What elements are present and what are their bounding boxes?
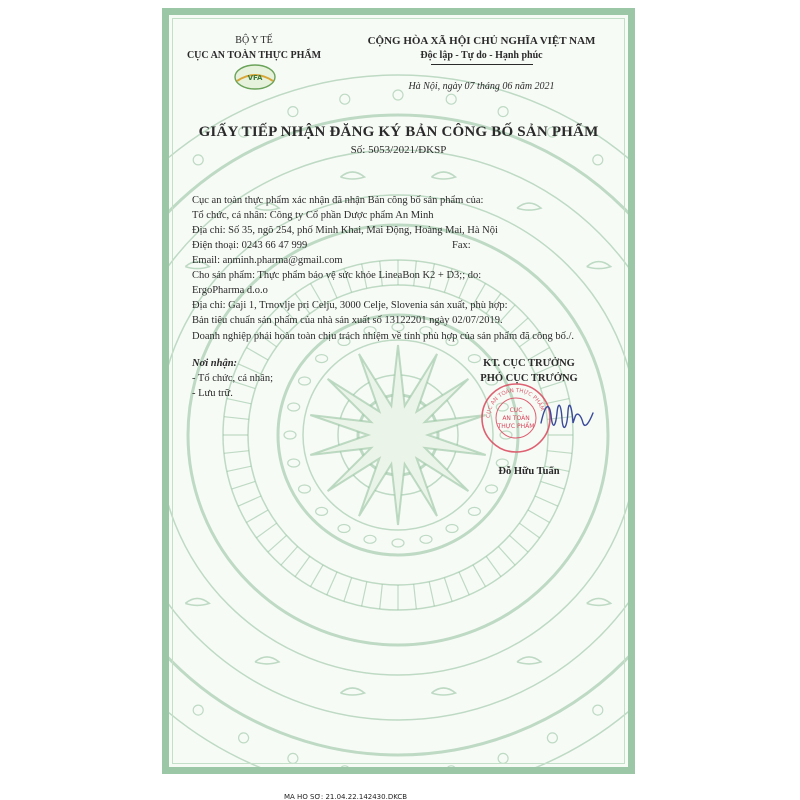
fax-line: Fax: xyxy=(452,240,471,251)
svg-text:CỤC: CỤC xyxy=(509,407,523,414)
svg-text:CỤC AN TOÀN THỰC PHẨM: CỤC AN TOÀN THỰC PHẨM xyxy=(485,387,545,419)
manufacturer-address-line: Địa chỉ: Gaji 1, Trnovlje pri Celju, 3000 Celje, Slovenia sản xuất, phù hợp: xyxy=(192,300,508,311)
dossier-code: MÃ HỒ SƠ: 21.04.22.142430.DKCB xyxy=(284,794,408,800)
republic-name: CỘNG HÒA XÃ HỘI CHỦ NGHĨA VIỆT NAM xyxy=(367,35,596,47)
motto-underline xyxy=(431,64,533,65)
address-line: Địa chỉ: Số 35, ngõ 254, phố Minh Khai, Mai Động, Hoàng Mai, Hà Nội xyxy=(192,225,498,236)
phone-line: Điện thoại: 0243 66 47 999 xyxy=(192,240,308,251)
national-motto: Độc lập - Tự do - Hạnh phúc xyxy=(420,50,543,61)
svg-text:THỰC PHẨM: THỰC PHẨM xyxy=(497,423,535,430)
document-title: GIẤY TIẾP NHẬN ĐĂNG KÝ BẢN CÔNG BỐ SẢN PHẨM xyxy=(198,124,599,140)
responsibility-line: Doanh nghiệp phải hoàn toàn chịu trách nhiệm về tính phù hợp của sản phẩm đã công bố./. xyxy=(192,331,574,342)
signer-title-line2: PHÓ CỤC TRƯỞNG xyxy=(480,373,578,384)
signer-title-line1: KT. CỤC TRƯỞNG xyxy=(483,358,575,369)
ministry-name: BỘ Y TẾ xyxy=(235,35,273,46)
certificate-document xyxy=(162,8,635,774)
standard-line: Bản tiêu chuẩn sản phẩm của nhà sản xuất số 13122201 ngày 02/07/2019. xyxy=(192,315,503,326)
handwritten-signature xyxy=(537,393,597,443)
document-number: Số: 5053/2021/ĐKSP xyxy=(350,144,447,156)
signer-name: Đỗ Hữu Tuấn xyxy=(498,466,560,477)
product-line: Cho sản phẩm: Thực phẩm bảo vệ sức khỏe LineaBon K2 + D3;; do: xyxy=(192,270,482,281)
recipient-item: - Lưu trữ. xyxy=(192,388,233,399)
recipients-title: Nơi nhận: xyxy=(192,358,238,369)
intro-line: Cục an toàn thực phẩm xác nhận đã nhận Bản công bố sản phẩm của: xyxy=(192,195,484,206)
recipient-item: - Tổ chức, cá nhân; xyxy=(192,373,274,384)
agency-name: CỤC AN TOÀN THỰC PHẨM xyxy=(186,50,322,61)
manufacturer-line: ErgoPharma d.o.o xyxy=(192,285,268,296)
certificate-content xyxy=(169,15,628,767)
svg-text:AN TOÀN: AN TOÀN xyxy=(502,415,530,422)
vfa-logo xyxy=(232,63,278,91)
email-line: Email: anminh.pharma@gmail.com xyxy=(192,255,343,266)
place-date: Hà Nội, ngày 07 tháng 06 năm 2021 xyxy=(408,81,555,92)
svg-text:VFA: VFA xyxy=(247,74,263,82)
organization-line: Tổ chức, cá nhân: Công ty Cổ phần Dược phẩm An Minh xyxy=(192,210,434,221)
